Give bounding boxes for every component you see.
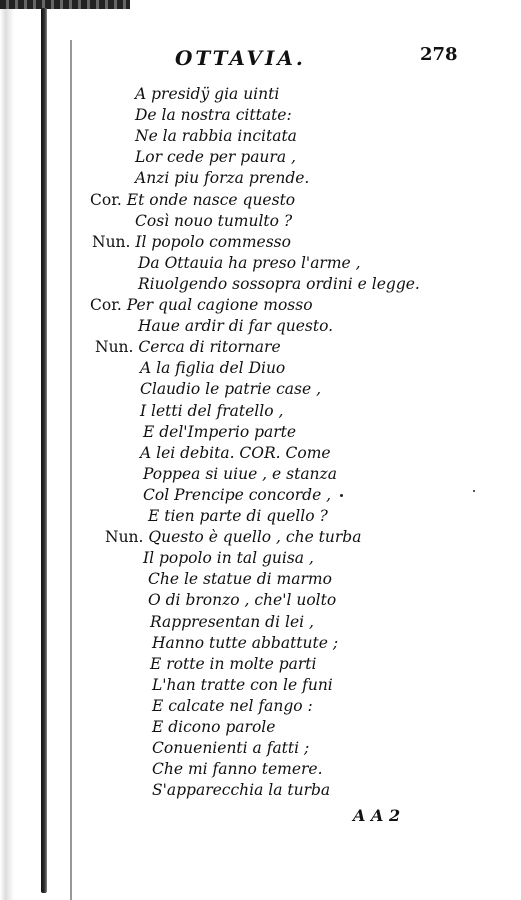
line-text: A la figlia del Diuo [140,359,286,377]
verse-line [138,252,361,274]
line-text: Lor cede per paura , [135,148,296,166]
verse-line [92,231,291,253]
verse-line [140,378,321,400]
verse-line [140,400,283,422]
verse-line [138,315,333,337]
ink-speck [473,490,475,492]
page-gutter [0,0,14,900]
verse-line [140,442,331,464]
verse-line [143,484,331,506]
line-text: Cerca di ritornare [138,338,281,356]
line-text: E rotte in molte parti [150,655,317,673]
line-text: L'han tratte con le funi [152,676,333,694]
verse-line [143,463,337,485]
verse-line [152,674,333,696]
line-text: Così nouo tumulto ? [135,212,293,230]
line-text: Rappresentan di lei , [150,613,314,631]
verse-line [135,167,309,189]
line-text: S'apparecchia la turba [152,781,331,799]
line-text: Col Prencipe concorde , [143,486,332,504]
speaker-label: Cor. [90,296,127,314]
verse-line [140,357,285,379]
verse-line [152,716,275,738]
verse-line [135,83,279,105]
speaker-label: Nun. [92,233,136,251]
page-number: 278 [420,44,458,65]
verse-line [135,104,292,126]
speaker-label: Nun. [95,338,139,356]
verse-line [135,210,292,232]
line-text: Che le statue di marmo [148,570,332,588]
line-text: E calcate nel fango : [152,697,313,715]
line-text: Haue ardir di far questo. [138,317,334,335]
line-text: Per qual cagione mosso [126,296,313,314]
line-text: E dicono parole [152,718,276,736]
line-text: Conuenienti a fatti ; [152,739,310,757]
line-text: Questo è quello , che turba [148,528,362,546]
verse-line [143,547,314,569]
signature-mark: A A 2 [353,806,401,825]
line-text: Il popolo commesso [135,233,291,251]
speaker-label: Nun. [105,528,149,546]
line-text: Che mi fanno temere. [152,760,323,778]
verse-line [138,273,420,295]
verse-line [90,294,313,316]
fold-line [70,40,72,900]
verse-line [152,695,313,717]
verse-line [95,336,281,358]
ink-speck [340,494,343,497]
line-text: Ne la rabbia incitata [135,127,297,145]
page-header [0,46,521,76]
line-text: Hanno tutte abbattute ; [152,634,339,652]
verse-line [152,737,309,759]
verse-line [143,421,296,443]
binding-shadow [41,8,47,893]
running-title: OTTAVIA. [175,46,306,70]
line-text: Da Ottauia ha preso l'arme , [138,254,361,272]
line-text: De la nostra cittate: [135,106,292,124]
verse-line [150,611,314,633]
line-text: A lei debita. COR. Come [140,444,331,462]
line-text: E del'Imperio parte [143,423,297,441]
line-text: O di bronzo , che'l uolto [148,591,337,609]
verse-line [148,568,332,590]
line-text: A presidÿ gia uinti [135,85,280,103]
verse-line [135,146,296,168]
verse-line [152,632,338,654]
verse-line [152,779,330,801]
verse-line [105,526,361,548]
verse-line [148,505,328,527]
line-text: I letti del fratello , [140,402,284,420]
verse-line [90,189,295,211]
verse-line [148,589,336,611]
speaker-label: Cor. [90,191,127,209]
line-text: Poppea si uiue , e stanza [143,465,337,483]
binding-edge [0,0,130,9]
line-text: Anzi piu forza prende. [135,169,310,187]
line-text: Il popolo in tal guisa , [143,549,314,567]
line-text: E tien parte di quello ? [148,507,328,525]
line-text: Et onde nasce questo [126,191,296,209]
verse-line [150,653,316,675]
line-text: Claudio le patrie case , [140,380,321,398]
verse-line [135,125,297,147]
line-text: Riuolgendo sossopra ordini e legge. [138,275,420,293]
verse-line [152,758,323,780]
